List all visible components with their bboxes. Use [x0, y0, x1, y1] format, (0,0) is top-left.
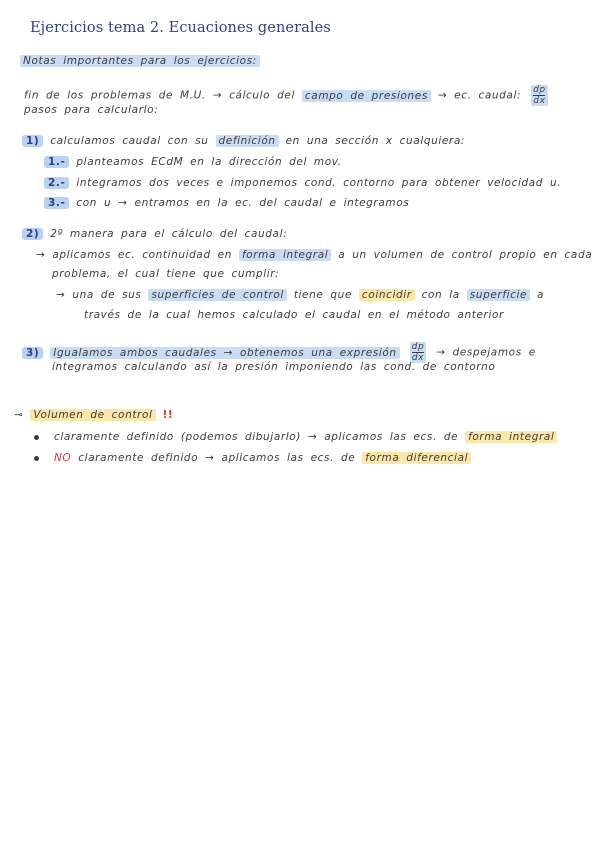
section-1-sub-3 [44, 197, 409, 209]
section-1-text-b: en una sección x cualquiera: [285, 135, 466, 147]
s2-l3-a: → una de sus [56, 289, 142, 301]
s2-l3-d: a [537, 289, 545, 301]
s2-l1-highlight: forma integral [239, 249, 331, 261]
section-2-text: 2º manera para el cálculo del caudal: [50, 228, 288, 240]
section-2-num: 2) [22, 228, 43, 240]
line-fin [24, 85, 551, 106]
section-2-line-1 [36, 249, 592, 261]
s2-l3-highlight-3: superficie [467, 289, 530, 301]
section-2 [22, 228, 287, 240]
s2-l1-a: → aplicamos ec. continuidad en [36, 249, 232, 261]
sub-3-num: 3.- [44, 197, 69, 209]
s2-l1-b: a un volumen de control propio en cada [338, 249, 593, 261]
frac2-den: dx [411, 353, 425, 363]
s2-l3-c: con la [421, 289, 460, 301]
section-1-sub-1 [44, 156, 342, 168]
section-1-text-a: calculamos caudal con su [50, 135, 209, 147]
line-fin-text-a: fin de los problemas de M.U. → cálculo del [24, 89, 295, 102]
bullet-icon [34, 456, 39, 461]
section-3-line-2: integramos calculando así la presión imponiendo las cond. de contorno [52, 361, 496, 373]
section-1-highlight: definición [216, 135, 279, 147]
fraction-dp-dx [531, 85, 548, 106]
vc-bullet-1 [34, 431, 557, 443]
section-2-line-3 [56, 289, 544, 301]
frac2-num: dp [411, 342, 425, 352]
page-title: Ejercicios tema 2. Ecuaciones generales [30, 20, 331, 36]
fraction-dp-dx-2 [410, 342, 427, 363]
s2-l3-highlight-1: superficies de control [148, 289, 286, 301]
s2-l3-highlight-2: coincidir [359, 289, 415, 301]
sub-3-text: con u → entramos en la ec. del caudal e integramos [76, 197, 410, 209]
line-fin-text-b: → ec. caudal: [437, 89, 522, 102]
section-3-text-a: Igualamos ambos caudales → obtenemos una expresión [50, 347, 399, 359]
vc-bullet-2 [34, 452, 471, 464]
frac-den: dx [533, 96, 546, 106]
section-2-line-2: problema, el cual tiene que cumplir: [52, 268, 280, 280]
section-3-text-b: → despejamos e [436, 346, 536, 359]
notes-heading [20, 55, 260, 67]
section-1-num: 1) [22, 135, 43, 147]
vc-title: Volumen de control [30, 409, 155, 421]
section-3 [22, 342, 536, 363]
section-3-num: 3) [22, 347, 43, 359]
section-2-line-4: través de la cual hemos calculado el caudal en el método anterior [84, 309, 504, 321]
exclamation-icon: !! [162, 409, 174, 421]
vc-b2-highlight: forma diferencial [362, 452, 471, 464]
line-pasos: pasos para calcularlo: [24, 104, 159, 116]
s2-l3-b: tiene que [293, 289, 352, 301]
vc-b2-text: claramente definido → aplicamos las ecs. de [78, 452, 356, 464]
arrow-icon: ⊸ [14, 409, 24, 421]
section-1 [22, 135, 465, 147]
vc-b2-no: NO [53, 452, 72, 464]
frac-num: dp [533, 85, 546, 95]
section-1-sub-2 [44, 177, 561, 189]
line-fin-highlight: campo de presiones [302, 90, 431, 102]
vc-b1-highlight: forma integral [465, 431, 557, 443]
vc-heading [14, 409, 173, 421]
sub-2-num: 2.- [44, 177, 69, 189]
notes-heading-text: Notas importantes para los ejercicios: [20, 55, 260, 67]
sub-2-text: integramos dos veces e imponemos cond. contorno para obtener velocidad u. [76, 177, 562, 189]
bullet-icon [34, 435, 39, 440]
sub-1-text: planteamos ECdM en la dirección del mov. [76, 156, 342, 168]
vc-b1-text: claramente definido (podemos dibujarlo) → aplicamos las ecs. de [53, 431, 459, 443]
sub-1-num: 1.- [44, 156, 69, 168]
